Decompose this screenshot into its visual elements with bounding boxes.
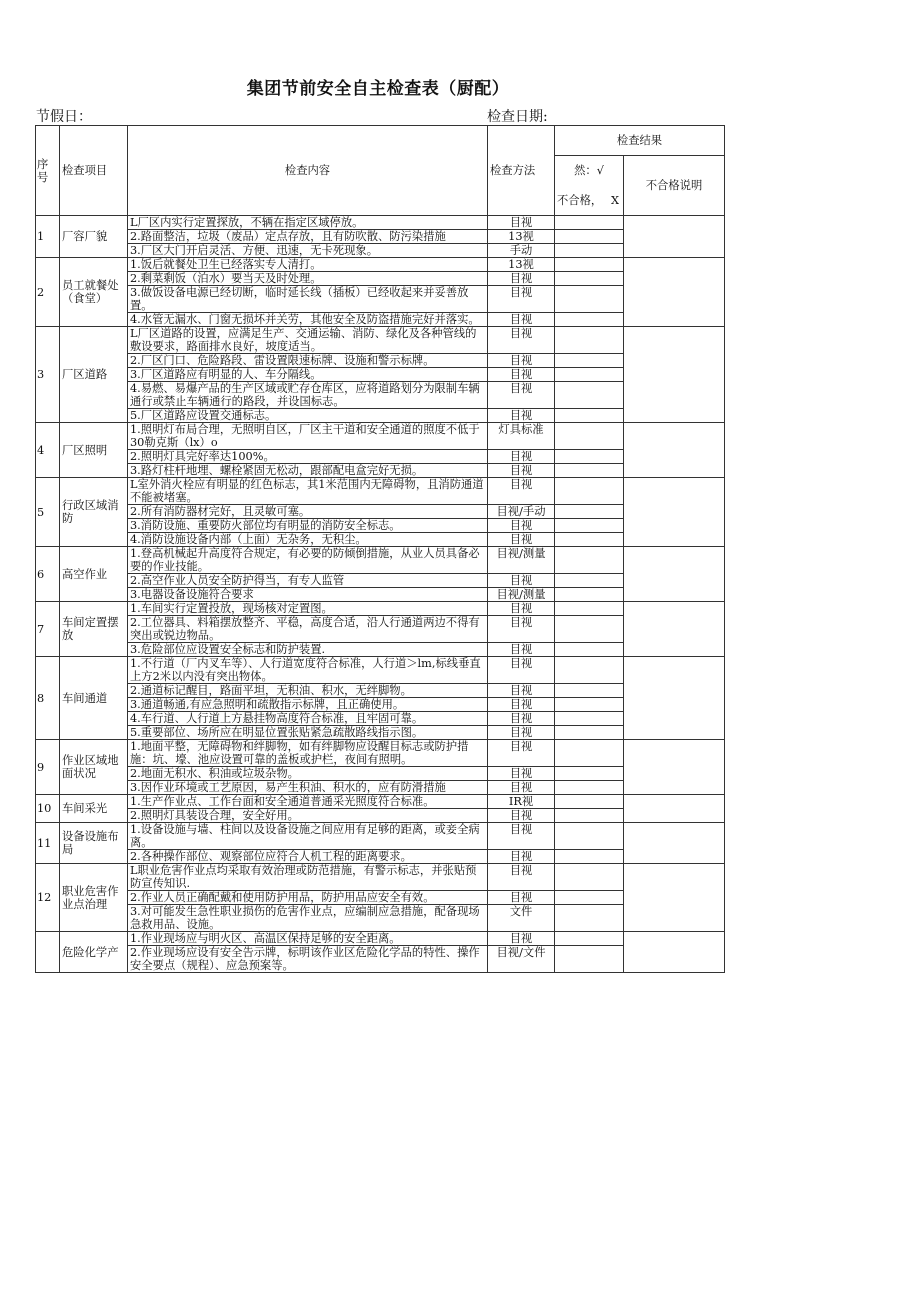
result-cell[interactable] — [555, 588, 624, 602]
check-content: 5.重要部位、场所应在明显位置张贴紧急疏散路线指示图。 — [128, 726, 488, 740]
fail-note-cell[interactable] — [624, 327, 725, 423]
check-content: 2.各种操作部位、观察部位应符合人机工程的距离要求。 — [128, 850, 488, 864]
table-row — [36, 588, 725, 602]
check-method: 目视 — [488, 286, 555, 313]
holiday-label: 节假日： — [36, 109, 92, 125]
check-content: 1.登高机械起升高度符合规定，有必要的防倾倒措施，从业人员具备必要的作业技能。 — [128, 547, 488, 574]
fail-note-cell[interactable] — [624, 547, 725, 602]
fail-note-cell[interactable] — [624, 795, 725, 823]
group-seq: 3 — [36, 327, 60, 423]
table-row — [36, 740, 725, 767]
check-content: 1.不行道（厂内叉车等）、人行道宽度符合标准，人行道＞lm,标线垂直上方2米以内没有突出物体。 — [128, 657, 488, 684]
check-method: 目视 — [488, 313, 555, 327]
result-cell[interactable] — [555, 547, 624, 574]
check-content: 4.消防设施设备内部（上面）无杂务，无积尘。 — [128, 533, 488, 547]
table-row — [36, 230, 725, 244]
result-cell[interactable] — [555, 616, 624, 643]
table-row — [36, 905, 725, 932]
check-method: 目视 — [488, 864, 555, 891]
result-cell[interactable] — [555, 767, 624, 781]
table-row — [36, 327, 725, 354]
check-method: 目视 — [488, 726, 555, 740]
table-row — [36, 767, 725, 781]
fail-mark: X — [610, 193, 619, 207]
table-row — [36, 850, 725, 864]
table-row — [36, 272, 725, 286]
table-row — [36, 946, 725, 973]
check-content: 3.路灯柱杆地埋、螺栓紧固无松动，跟部配电盒完好无损。 — [128, 464, 488, 478]
check-method: IR视 — [488, 795, 555, 809]
check-method: 目视 — [488, 602, 555, 616]
table-row — [36, 505, 725, 519]
check-content: 1.作业现场应与明火区、高温区保持足够的安全距离。 — [128, 932, 488, 946]
group-item: 厂区照明 — [60, 423, 128, 478]
result-cell[interactable] — [555, 505, 624, 519]
result-cell[interactable] — [555, 354, 624, 368]
result-cell[interactable] — [555, 519, 624, 533]
table-row — [36, 657, 725, 684]
check-content: 1.照明灯布局合理，无照明自区，厂区主干道和安全通道的照度不低于30勒克斯（lx）o — [128, 423, 488, 450]
result-cell[interactable] — [555, 740, 624, 767]
inspection-table — [35, 125, 725, 973]
group-item: 职业危害作业点治理 — [60, 864, 128, 932]
result-cell[interactable] — [555, 781, 624, 795]
result-cell[interactable] — [555, 946, 624, 973]
result-cell[interactable] — [555, 258, 624, 272]
result-cell[interactable] — [555, 327, 624, 354]
check-content: L厂区道路的设置，应满足生产、交通运输、消防、绿化及各种管线的敷设要求，路面排水良好，坡度适当。 — [128, 327, 488, 354]
group-seq: 12 — [36, 864, 60, 932]
check-method: 目视 — [488, 450, 555, 464]
result-cell[interactable] — [555, 698, 624, 712]
fail-note-cell[interactable] — [624, 740, 725, 795]
table-row — [36, 726, 725, 740]
table-row — [36, 864, 725, 891]
group-seq: 5 — [36, 478, 60, 547]
check-content: 4.易燃、易爆产品的生产区域或贮存仓库区，应将道路划分为限制车辆通行或禁止车辆通行的路段，并设国标志。 — [128, 382, 488, 409]
group-seq: 11 — [36, 823, 60, 864]
result-cell[interactable] — [555, 533, 624, 547]
result-cell[interactable] — [555, 809, 624, 823]
check-method: 目视 — [488, 464, 555, 478]
group-item: 车间采光 — [60, 795, 128, 823]
check-content: 2.厂区门口、危险路段、雷设置限速标牌、设施和警示标牌。 — [128, 354, 488, 368]
table-row — [36, 313, 725, 327]
check-content: 4.车行道、人行道上方悬挂物高度符合标准，且牢固可靠。 — [128, 712, 488, 726]
table-row — [36, 574, 725, 588]
table-row — [36, 464, 725, 478]
check-method: 文件 — [488, 905, 555, 932]
fail-note-cell[interactable] — [624, 657, 725, 740]
check-method: 目视/测量 — [488, 588, 555, 602]
table-row — [36, 823, 725, 850]
table-row — [36, 684, 725, 698]
check-content: 2.作业人员正确配戴和使用防护用品，防护用品应安全有效。 — [128, 891, 488, 905]
check-method: 目视 — [488, 478, 555, 505]
check-content: 1.生产作业点、工作台面和安全通道普通采光照度符合标准。 — [128, 795, 488, 809]
table-row — [36, 423, 725, 450]
table-row — [36, 354, 725, 368]
header-seq: 序号 — [36, 126, 60, 216]
check-method: 目视 — [488, 698, 555, 712]
fail-note-cell[interactable] — [624, 864, 725, 932]
result-cell[interactable] — [555, 244, 624, 258]
result-cell[interactable] — [555, 905, 624, 932]
result-cell[interactable] — [555, 891, 624, 905]
result-cell[interactable] — [555, 712, 624, 726]
group-seq: 2 — [36, 258, 60, 327]
check-content: 1.车间实行定置投放，现场核对定置图。 — [128, 602, 488, 616]
check-method: 目视 — [488, 740, 555, 767]
table-row — [36, 547, 725, 574]
fail-note-cell[interactable] — [624, 216, 725, 258]
check-method: 目视 — [488, 850, 555, 864]
result-cell[interactable] — [555, 230, 624, 244]
page-title: 集团节前安全自主检查表（厨配） — [246, 79, 510, 99]
result-cell[interactable] — [555, 574, 624, 588]
table-row — [36, 450, 725, 464]
header-result: 检查结果 — [555, 126, 725, 156]
check-method: 目视 — [488, 574, 555, 588]
result-cell[interactable] — [555, 382, 624, 409]
check-method: 目视 — [488, 327, 555, 354]
check-content: 3.危险部位应设置安全标志和防护装置. — [128, 643, 488, 657]
check-method: 目视/测量 — [488, 547, 555, 574]
check-content: 1.设备设施与墙、柱间以及设备设施之间应用有足够的距离，或妾全病离。 — [128, 823, 488, 850]
check-content: 2.所有消防器材完好，且灵敏可塞。 — [128, 505, 488, 519]
table-row — [36, 258, 725, 272]
check-date-label: 检查日期: — [487, 109, 548, 125]
check-content: 2.剩菜剩饭（泊水）要当天及时处理。 — [128, 272, 488, 286]
group-item: 高空作业 — [60, 547, 128, 602]
result-cell[interactable] — [555, 216, 624, 230]
result-cell[interactable] — [555, 932, 624, 946]
fail-note-cell[interactable] — [624, 602, 725, 657]
table-row — [36, 932, 725, 946]
check-method: 目视 — [488, 712, 555, 726]
table-row — [36, 478, 725, 505]
group-item: 员工就餐处（食堂） — [60, 258, 128, 327]
table-row — [36, 286, 725, 313]
table-row — [36, 643, 725, 657]
check-method: 目视 — [488, 643, 555, 657]
check-content: 2.通道标记醒目，路面平坦，无积油、积水，无绊脚物。 — [128, 684, 488, 698]
check-method: 目视 — [488, 781, 555, 795]
check-content: L厂区内实行定置探放，不辆在指定区域停放。 — [128, 216, 488, 230]
table-row — [36, 368, 725, 382]
table-row — [36, 781, 725, 795]
group-seq: 9 — [36, 740, 60, 795]
check-content: 2.照明灯具完好率达100%。 — [128, 450, 488, 464]
header-item: 检查项目 — [60, 126, 128, 216]
group-item: 危险化学产 — [60, 932, 128, 973]
check-method: 目视 — [488, 891, 555, 905]
group-item: 厂区道路 — [60, 327, 128, 423]
check-content: L职业危害作业点均采取有效治理或防范措施，有警示标志，并张贴预防宣传知识. — [128, 864, 488, 891]
group-seq: 6 — [36, 547, 60, 602]
result-cell[interactable] — [555, 478, 624, 505]
check-content: 3.厂区大门开启灵活、方便、迅速，无卡死现象。 — [128, 244, 488, 258]
group-item: 厂容厂貌 — [60, 216, 128, 258]
group-seq — [36, 932, 60, 973]
result-cell[interactable] — [555, 602, 624, 616]
group-seq: 4 — [36, 423, 60, 478]
result-cell[interactable] — [555, 464, 624, 478]
result-cell[interactable] — [555, 313, 624, 327]
check-content: 2.工位器具、料箱摆放整齐、平稳，高度合适，沿人行通道两边不得有突出或锐边物品。 — [128, 616, 488, 643]
header-pass: 然：√ — [555, 156, 624, 186]
table-row — [36, 244, 725, 258]
check-content: L室外消火栓应有明显的红色标志，其1米范围内无障碍物，且消防通道不能被堵塞。 — [128, 478, 488, 505]
check-method: 目视 — [488, 767, 555, 781]
table-row — [36, 533, 725, 547]
check-method: 目视 — [488, 932, 555, 946]
result-cell[interactable] — [555, 795, 624, 809]
check-content: 2.高空作业人员安全防护得当，有专人监管 — [128, 574, 488, 588]
header-fail-note: 不合格说明 — [624, 156, 725, 216]
check-method: 目视 — [488, 684, 555, 698]
table-row — [36, 216, 725, 230]
check-content: 1.地面平整，无障碍物和绊脚物，如有绊脚物应设醒目标志或防护措施：坑、壕、池应设置可靠的盖板或护栏，夜间有照明。 — [128, 740, 488, 767]
fail-note-cell[interactable] — [624, 423, 725, 478]
check-content: 5.厂区道路应设置交通标志。 — [128, 409, 488, 423]
check-method: 目视 — [488, 823, 555, 850]
fail-note-cell[interactable] — [624, 478, 725, 547]
table-row — [36, 409, 725, 423]
table-row — [36, 891, 725, 905]
group-seq: 7 — [36, 602, 60, 657]
check-method: 目视 — [488, 809, 555, 823]
result-cell[interactable] — [555, 684, 624, 698]
check-content: 1.饭后就餐处卫生已经落实专人清打。 — [128, 258, 488, 272]
group-seq: 8 — [36, 657, 60, 740]
check-method: 目视/手动 — [488, 505, 555, 519]
header-fail: 不合格， X — [555, 186, 624, 216]
check-method: 13视 — [488, 258, 555, 272]
check-method: 目视 — [488, 409, 555, 423]
group-item: 车间通道 — [60, 657, 128, 740]
table-row — [36, 616, 725, 643]
table-row — [36, 382, 725, 409]
check-content: 2.照明灯具装设合理，安全好用。 — [128, 809, 488, 823]
check-content: 3.厂区道路应有明显的人、车分隔线。 — [128, 368, 488, 382]
check-method: 目视 — [488, 616, 555, 643]
result-cell[interactable] — [555, 368, 624, 382]
check-content: 2.路面整洁，垃圾（废品）定点存放，且有防吹散、防污染措施 — [128, 230, 488, 244]
result-cell[interactable] — [555, 850, 624, 864]
check-method: 目视 — [488, 382, 555, 409]
check-method: 手动 — [488, 244, 555, 258]
result-cell[interactable] — [555, 450, 624, 464]
check-method: 目视 — [488, 519, 555, 533]
result-cell[interactable] — [555, 864, 624, 891]
group-item: 行政区域消防 — [60, 478, 128, 547]
check-method: 目视 — [488, 533, 555, 547]
group-item: 设备设施布局 — [60, 823, 128, 864]
check-content: 3.消防设施、重要防火部位均有明显的消防安全标志。 — [128, 519, 488, 533]
result-cell[interactable] — [555, 657, 624, 684]
check-method: 13视 — [488, 230, 555, 244]
header-content: 检查内容 — [128, 126, 488, 216]
result-cell[interactable] — [555, 643, 624, 657]
result-cell[interactable] — [555, 409, 624, 423]
check-content: 3.通道畅通,有应急照明和疏散指示标牌，且正确使用。 — [128, 698, 488, 712]
group-item: 作业区域地面状况 — [60, 740, 128, 795]
check-method: 目视 — [488, 657, 555, 684]
table-row — [36, 795, 725, 809]
header-method: 检查方法 — [488, 126, 555, 216]
fail-note-cell[interactable] — [624, 258, 725, 327]
fail-note-cell[interactable] — [624, 932, 725, 973]
check-method: 目视 — [488, 216, 555, 230]
table-row — [36, 809, 725, 823]
check-method: 目视 — [488, 368, 555, 382]
group-seq: 1 — [36, 216, 60, 258]
check-content: 3.对可能发生急性职业损伤的危害作业点，应编制应急措施，配备现场急救用品、设施。 — [128, 905, 488, 932]
result-cell[interactable] — [555, 272, 624, 286]
result-cell[interactable] — [555, 423, 624, 450]
group-seq: 10 — [36, 795, 60, 823]
check-method: 灯具标准 — [488, 423, 555, 450]
check-content: 4.水管无漏水、门窗无损坏并关劳，其他安全及防盗措施完好并落实。 — [128, 313, 488, 327]
check-method: 目视 — [488, 354, 555, 368]
result-cell[interactable] — [555, 726, 624, 740]
check-content: 2.作业现场应设有安全告示牌，标明该作业区危险化学品的特性、操作安全要点（规程）、应急预案等。 — [128, 946, 488, 973]
check-content: 3.做饭设备电源已经切断，临时延长线（插板）已经收起来并妥善放置。 — [128, 286, 488, 313]
result-cell[interactable] — [555, 823, 624, 850]
check-content: 3.因作业环境或工艺原因，易产生积油、积水的，应有防滑措施 — [128, 781, 488, 795]
table-row — [36, 712, 725, 726]
fail-note-cell[interactable] — [624, 823, 725, 864]
table-row — [36, 602, 725, 616]
check-method: 目视 — [488, 272, 555, 286]
check-content: 3.电器设备设施符合要求 — [128, 588, 488, 602]
table-row — [36, 698, 725, 712]
result-cell[interactable] — [555, 286, 624, 313]
group-item: 车间定置摆放 — [60, 602, 128, 657]
check-method: 目视/文件 — [488, 946, 555, 973]
table-row — [36, 519, 725, 533]
check-content: 2.地面无积水、积油或垃圾杂物。 — [128, 767, 488, 781]
